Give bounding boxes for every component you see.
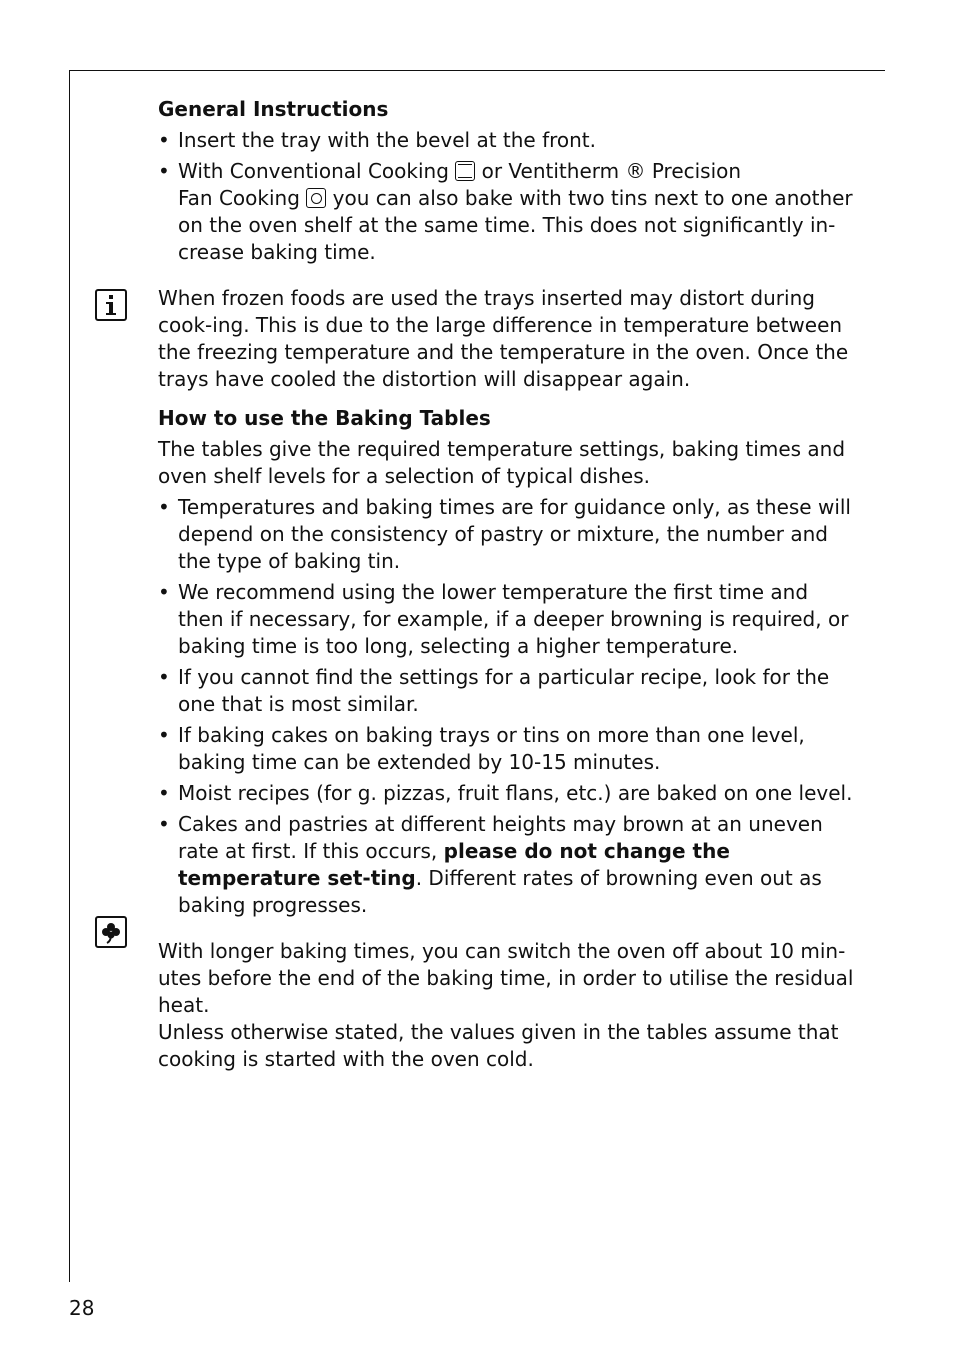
baking-tables-intro: The tables give the required temperature settings, baking times and oven shelf levels for a selection of typical dishes. [158, 437, 846, 488]
bullet-text: you can also bake with two tins next to one another on the oven shelf at the same time. This does not significantly in-crease baking time. [178, 186, 853, 264]
bullet-text: or Ventitherm ® Precision [481, 159, 742, 183]
bullet-text: Insert the tray with the bevel at the front. [178, 128, 597, 152]
list-item: • Moist recipes (for g. pizzas, fruit flans, etc.) are baked on one level. [158, 781, 853, 805]
list-item: • Insert the tray with the bevel at the front. [158, 128, 597, 152]
bullet-text: If you cannot find the settings for a particular recipe, look for the one that is most similar. [178, 665, 830, 716]
bullet-text: Moist recipes (for g. pizzas, fruit flans, etc.) are baked on one level. [178, 781, 853, 805]
bullet-text: With Conventional Cooking [178, 159, 449, 183]
bullet-text: We recommend using the lower temperature the first time and then if necessary, for example, if a deeper browning is required, or baking time is too long, selecting a higher temperature. [178, 580, 849, 658]
eco-note-text-2: Unless otherwise stated, the values given in the tables assume that cooking is started with the oven cold. [158, 1020, 839, 1071]
list-item: • If you cannot find the settings for a particular recipe, look for the one that is most similar. [158, 665, 830, 716]
list-item: • With Conventional Cooking or Ventitherm ® Precision Fan Cooking you can also bake with two tins next to one another on the oven shelf at the same time. This does not significantly in-crease baking time. [158, 159, 853, 264]
bullet-text: If baking cakes on baking trays or tins on more than one level, baking time can be extended by 10-15 minutes. [178, 723, 805, 774]
info-icon [95, 289, 127, 321]
info-note-text: When frozen foods are used the trays inserted may distort during cook-ing. This is due to the large difference in temperature between the freezing temperature and the temperature in the oven. Once the trays have cooled the distortion will disappear again. [158, 286, 849, 391]
list-item: • If baking cakes on baking trays or tins on more than one level, baking time can be extended by 10-15 minutes. [158, 723, 805, 774]
bullet-text: Cakes and pastries at different heights may brown at an uneven rate at first. If this occurs, [178, 812, 823, 863]
list-item: • Temperatures and baking times are for guidance only, as these will depend on the consistency of pastry or mixture, the number and the type of baking tin. [158, 495, 851, 573]
clover-icon [95, 916, 127, 948]
left-rule [69, 70, 70, 1282]
bullet-text: Fan Cooking [178, 186, 300, 210]
bullet-text: . Different rates of browning even out as baking progresses. [178, 866, 822, 917]
fan-cooking-icon [306, 188, 326, 208]
general-instructions-heading: General Instructions [158, 97, 389, 121]
top-rule [69, 70, 885, 71]
list-item: • Cakes and pastries at different heights may brown at an uneven rate at first. If this occurs, please do not change the temperature set-ting. Different rates of browning even out as baking progresses. [158, 812, 823, 917]
conventional-cooking-icon [455, 161, 475, 181]
page-content [158, 96, 858, 1073]
page-number: 28 [69, 1296, 95, 1320]
bullet-bold-text: please do not change the temperature set-ting [178, 839, 730, 890]
bullet-text: Temperatures and baking times are for guidance only, as these will depend on the consistency of pastry or mixture, the number and the type of baking tin. [178, 495, 851, 573]
list-item: • We recommend using the lower temperature the first time and then if necessary, for example, if a deeper browning is required, or baking time is too long, selecting a higher temperature. [158, 580, 849, 658]
eco-note-text: With longer baking times, you can switch the oven off about 10 min-utes before the end of the baking time, in order to utilise the residual heat. [158, 939, 854, 1017]
baking-tables-heading: How to use the Baking Tables [158, 406, 491, 430]
